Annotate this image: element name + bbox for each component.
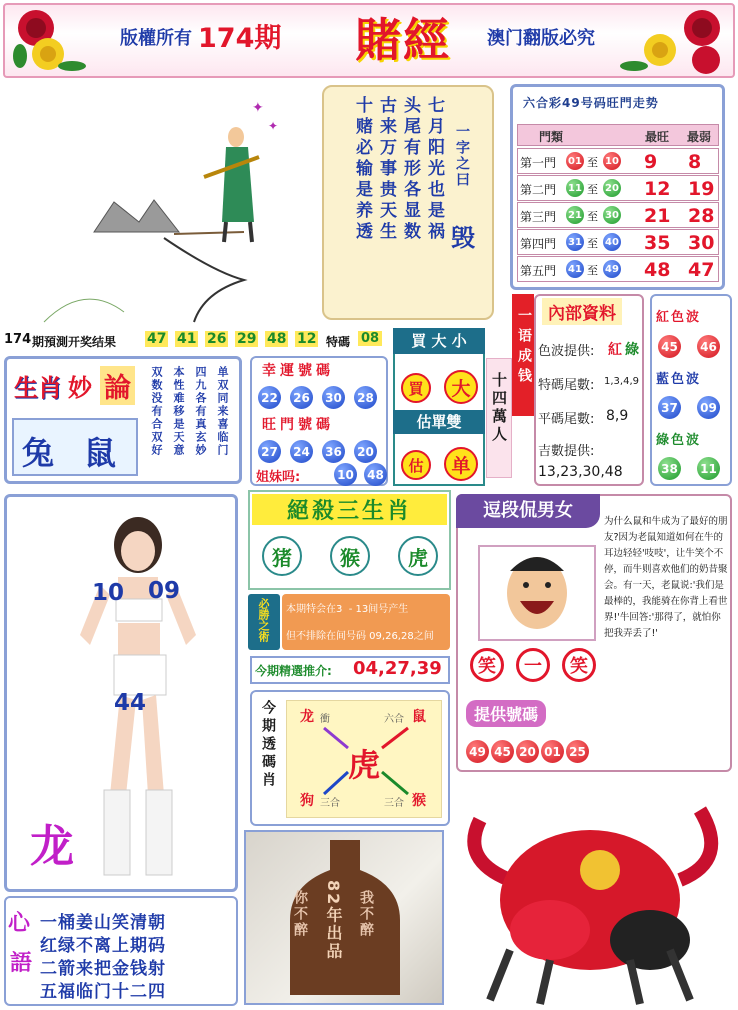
door-from: 31: [566, 233, 584, 251]
lucky-ball: 22: [258, 386, 281, 409]
verse-line: 一桶姜山笑清朝: [40, 913, 166, 933]
laugh-1: 笑: [470, 648, 504, 682]
door-name: 第三門: [520, 210, 557, 224]
theory-line: 双数没有合双好: [150, 366, 163, 457]
issue-label: 174期: [198, 23, 282, 54]
svg-text:✦: ✦: [268, 119, 279, 133]
code-zodiac-side: 今期透碼肖: [260, 700, 276, 790]
zodiac-theory-title-a: 生肖: [14, 374, 62, 402]
door-trend-title: 六合彩49号码旺門走势: [523, 96, 659, 110]
sister-label: 姐妹吗:: [256, 470, 301, 485]
must-win-line-1: 本期特会在3 - 13间号产生: [286, 604, 409, 615]
kill-animal-3: 虎: [398, 536, 438, 576]
provide-label: 提供號碼: [466, 700, 546, 727]
door-max: 48: [644, 259, 671, 281]
door-header-max: 最旺: [645, 130, 670, 144]
pick-label: 今期精選推介:: [255, 664, 332, 678]
wave-green-1: 38: [658, 457, 681, 480]
sister-ball: 10: [334, 463, 357, 486]
lucky-ball: 20: [354, 440, 377, 463]
code-tl: 龙: [300, 709, 314, 725]
verse-tag-b: 語: [10, 951, 33, 976]
lucky-ball: 26: [290, 386, 313, 409]
lucky-ball: 28: [354, 386, 377, 409]
color-label: 色波提供:: [538, 344, 595, 359]
buy-opt-4: 单: [444, 447, 478, 481]
bottle-left: 你不醉: [292, 890, 308, 938]
door-to: 49: [603, 260, 621, 278]
must-win-line-2: 但不排除在间号码 09,26,28之间: [286, 631, 434, 642]
provide-ball: 49: [466, 740, 489, 763]
code-tr-pre: 六合: [384, 714, 404, 725]
buy-opt-1: 買: [401, 373, 431, 403]
door-from: 41: [566, 260, 584, 278]
poem-col-2: 古来万事贵天生: [376, 96, 396, 243]
color-b: 綠: [625, 342, 639, 358]
flat-value: 8,9: [606, 408, 629, 424]
special-label: 特碼: [326, 335, 351, 349]
girl-num-3: 44: [114, 690, 147, 716]
lottery-number: 29: [237, 331, 257, 347]
lottery-number: 41: [177, 331, 197, 347]
buy-title-2: 估單雙: [393, 410, 485, 434]
poem-col-1: 十赌必输是养透: [352, 96, 372, 243]
wave-red-2: 46: [697, 335, 720, 358]
lucky-num-label: 吉數提供:: [538, 444, 595, 459]
animal-2: 鼠: [84, 434, 117, 472]
flat-label: 平碼尾數:: [538, 412, 595, 427]
door-to: 10: [603, 152, 621, 170]
lottery-issue: 174: [4, 332, 32, 347]
lucky-ball: 30: [322, 386, 345, 409]
lucky-title-1: 幸運號碼: [262, 363, 334, 379]
laughing-man-icon: [478, 545, 596, 641]
wave-blue-2: 09: [697, 396, 720, 419]
lucky-ball: 24: [290, 440, 313, 463]
provide-ball: 25: [566, 740, 589, 763]
wave-red-1: 45: [658, 335, 681, 358]
lottery-number: 26: [207, 331, 227, 347]
tail-value: 1,3,4,9: [604, 376, 639, 387]
door-header-type: 門類: [539, 130, 564, 144]
joke-title: 逗段侃男女: [456, 494, 600, 528]
animal-1: 兔: [22, 434, 55, 472]
buy-title: 買 大 小: [393, 328, 485, 354]
poem-col-3: 头尾有形各显数: [400, 96, 420, 243]
poem-side: 一字之曰: [454, 124, 470, 188]
zodiac-theory-title-c: 論: [100, 366, 135, 405]
door-max: 12: [644, 178, 671, 200]
lottery-number: 47: [147, 331, 167, 347]
banner-red-text: 一语成钱: [516, 308, 532, 388]
code-bl-sub: 三合: [320, 798, 340, 809]
door-max: 21: [644, 205, 671, 227]
door-max: 35: [644, 232, 671, 254]
door-min: 47: [688, 259, 715, 281]
wave-red-title: 紅色波: [656, 310, 702, 325]
wave-blue-1: 37: [658, 396, 681, 419]
svg-text:✦: ✦: [252, 100, 264, 116]
lottery-number: 48: [267, 331, 287, 347]
special-number: 08: [358, 331, 382, 346]
provide-ball: 45: [491, 740, 514, 763]
theory-line: 本性难移是天意: [172, 366, 185, 457]
door-min: 8: [688, 151, 702, 173]
door-from: 21: [566, 206, 584, 224]
door-name: 第四門: [520, 237, 557, 251]
must-win-tag-text: 必勝之術: [257, 598, 270, 642]
pick-value: 04,27,39: [353, 658, 442, 679]
lucky-ball: 36: [322, 440, 345, 463]
code-br: 猴: [412, 793, 426, 809]
anti-copy-label: 澳门翻版必究: [487, 28, 595, 49]
provide-ball: 01: [541, 740, 564, 763]
door-name: 第五門: [520, 264, 557, 278]
door-sep: 至: [587, 210, 598, 223]
lucky-ball: 27: [258, 440, 281, 463]
copyright-label: 版權所有: [120, 28, 192, 49]
bull-illustration: [450, 790, 734, 1006]
code-tr: 鼠: [412, 709, 426, 725]
lucky-title-2: 旺門號碼: [262, 417, 334, 433]
door-max: 9: [644, 151, 658, 173]
door-header-min: 最弱: [687, 130, 712, 144]
tail-label: 特碼尾數:: [538, 378, 595, 393]
archer-illustration: [4, 82, 316, 326]
door-name: 第一門: [520, 156, 557, 170]
lucky-num-value: 13,23,30,48: [538, 464, 623, 480]
color-a: 紅: [608, 342, 622, 358]
verse-tag-a: 心: [8, 911, 31, 936]
bottle-label: 82年出品: [324, 880, 343, 961]
wave-green-title: 綠色波: [656, 433, 702, 448]
buy-opt-2: 大: [444, 370, 478, 404]
internal-title: 內部資料: [542, 298, 622, 325]
door-to: 40: [603, 233, 621, 251]
door-min: 30: [688, 232, 715, 254]
poem-side-word: 毁: [451, 224, 475, 252]
door-sep: 至: [587, 264, 598, 277]
provide-ball: 20: [516, 740, 539, 763]
girl-animal: 龙: [30, 821, 74, 872]
theory-line: 单双同来喜临门: [216, 366, 229, 457]
door-name: 第二門: [520, 183, 557, 197]
rose-left-icon: [12, 6, 90, 76]
wave-green-2: 11: [697, 457, 720, 480]
wave-blue-title: 藍色波: [656, 372, 702, 387]
girl-num-1: 10: [92, 580, 125, 606]
verse-line: 五福临门十二四: [40, 982, 166, 1002]
code-br-pre: 三合: [384, 798, 404, 809]
code-tl-sub: 衝: [320, 714, 330, 725]
banner-pink-text: 十四萬人: [490, 372, 508, 444]
code-bl: 狗: [300, 793, 314, 809]
door-from: 11: [566, 179, 584, 197]
rose-right-icon: [620, 6, 728, 76]
kill-title: 絕殺三生肖: [252, 494, 447, 525]
poem-col-4: 七月阳光也是祸: [424, 96, 444, 243]
door-to: 20: [603, 179, 621, 197]
kill-animal-1: 猪: [262, 536, 302, 576]
zodiac-theory-title-b: 妙: [68, 374, 92, 402]
verse-line: 二箭来把金钱射: [40, 959, 166, 979]
kill-animal-2: 猴: [330, 536, 370, 576]
lottery-label: 期預測开奖结果: [32, 335, 117, 349]
verse-line: 红绿不离上期码: [40, 936, 166, 956]
girl-num-2: 09: [148, 578, 181, 604]
door-min: 28: [688, 205, 715, 227]
door-from: 01: [566, 152, 584, 170]
sister-ball: 48: [364, 463, 387, 486]
door-sep: 至: [587, 156, 598, 169]
laugh-3: 笑: [562, 648, 596, 682]
theory-line: 四九各有真玄妙: [194, 366, 207, 457]
code-center: 虎: [348, 746, 381, 784]
bottle-right: 我不醉: [358, 890, 374, 938]
buy-opt-3: 估: [401, 450, 431, 480]
door-sep: 至: [587, 183, 598, 196]
page-title: 賭經: [355, 13, 451, 67]
joke-text: 为什么鼠和牛成为了最好的朋友?因为老鼠知道如何在牛的耳边轻轻'吱吱'，让牛笑个不停，而牛则喜欢他们的奶昔聚会。有一天，老鼠说:'我们是最棒的，我能骑在你背上看世界!'牛回答:'那得了，就怕你把我弄丢了!': [604, 516, 728, 639]
door-to: 30: [603, 206, 621, 224]
laugh-2: 一: [516, 648, 550, 682]
lottery-number: 12: [297, 331, 317, 347]
door-min: 19: [688, 178, 715, 200]
door-sep: 至: [587, 237, 598, 250]
